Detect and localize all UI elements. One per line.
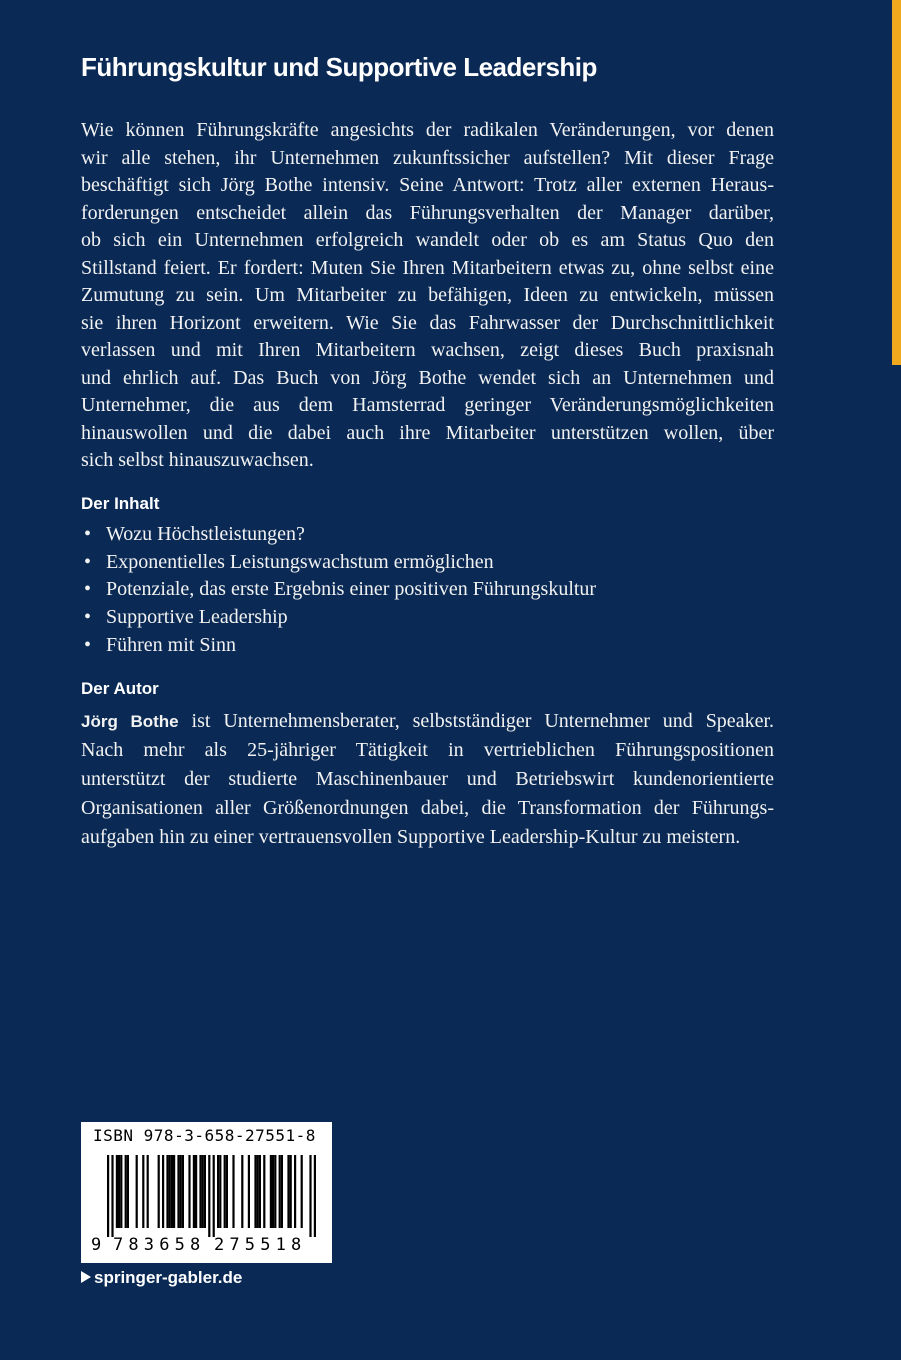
- author-bio-line: aufgaben hin zu einer vertrauensvollen Supportive Leadership-Kultur zu meistern.: [81, 826, 741, 848]
- isbn-label: ISBN 978-3-658-27551-8: [93, 1126, 316, 1145]
- barcode-bar: [309, 1155, 311, 1237]
- contents-item: • Supportive Leadership: [81, 604, 596, 632]
- author-bio-line: unterstützt der studierte Maschinenbauer und Betriebswirt kundenorientierte: [81, 768, 774, 790]
- description-line: verlassen und mit Ihren Mitarbeitern wachsen, zeigt dieses Buch praxisnah: [81, 339, 774, 361]
- spine-accent-stripe: [892, 0, 901, 365]
- barcode-bar: [219, 1155, 221, 1228]
- barcode-bar: [290, 1155, 292, 1228]
- contents-heading: Der Inhalt: [81, 494, 160, 513]
- contents-item: • Führen mit Sinn: [81, 632, 596, 660]
- barcode-digit: 1: [275, 1235, 286, 1255]
- barcode-bar: [224, 1155, 226, 1228]
- barcode-bar: [142, 1155, 144, 1228]
- description-line: forderungen entscheidet allein das Führungsverhalten der Manager darüber,: [81, 201, 774, 224]
- barcode-bar: [182, 1155, 184, 1228]
- barcode-bar: [171, 1155, 173, 1228]
- description-line: hinauswollen und die dabei auch ihre Mitarbeiter unterstützen wollen, über: [81, 421, 774, 444]
- barcode-bar: [193, 1155, 195, 1228]
- author-bio-text: ist Unternehmensberater, selbstständiger Unternehmer und Speaker.: [178, 710, 774, 732]
- barcode-bar: [213, 1155, 215, 1237]
- author-bio-line: Organisationen aller Größenordnungen dabei, die Transformation der Führungs-: [81, 797, 774, 819]
- barcode-bar: [107, 1155, 109, 1237]
- barcode-bar: [287, 1155, 289, 1228]
- barcode-digit: 6: [159, 1235, 170, 1255]
- description-text: [81, 117, 774, 475]
- barcode-bar: [301, 1155, 303, 1228]
- barcode-bar: [118, 1155, 120, 1228]
- website-text: springer-gabler.de: [94, 1268, 243, 1287]
- barcode-bar: [173, 1155, 175, 1228]
- barcode-bar: [204, 1155, 206, 1228]
- barcode-bar: [263, 1155, 265, 1228]
- author-bio-line: [81, 707, 774, 736]
- barcode-bar: [136, 1155, 138, 1228]
- description-line: ob sich ein Unternehmen erfolgreich wandelt oder ob es am Status Quo den: [81, 229, 774, 251]
- description-line: Stillstand feiert. Er fordert: Muten Sie Ihren Mitarbeitern etwas zu, ohne selbst eine: [81, 256, 774, 279]
- barcode-bar: [120, 1155, 122, 1228]
- barcode-bar: [111, 1155, 113, 1237]
- description-line: wir alle stehen, ihr Unternehmen zukunftssicher aufstellen? Mit dieser Frage: [81, 146, 774, 169]
- barcode-bar: [294, 1155, 296, 1228]
- barcode-bar: [202, 1155, 204, 1228]
- publisher-website[interactable]: [81, 1268, 242, 1288]
- barcode-bar: [274, 1155, 276, 1228]
- barcode-digit: 7: [113, 1235, 124, 1255]
- right-triangle-arrow-icon: [81, 1271, 91, 1283]
- barcode-bar: [116, 1155, 118, 1228]
- barcode-bar: [241, 1155, 243, 1228]
- barcode-bar: [158, 1155, 160, 1228]
- barcode-digit: 5: [260, 1235, 271, 1255]
- barcode-bar: [257, 1155, 259, 1228]
- author-bio: [81, 707, 774, 852]
- barcode-bar: [180, 1155, 182, 1228]
- description-line: sie ihren Horizont erweitern. Wie Sie das Fahrwasser der Durchschnittlichkeit: [81, 311, 774, 334]
- barcode-bar: [147, 1155, 149, 1228]
- description-line: und ehrlich auf. Das Buch von Jörg Bothe wendet sich an Unternehmen und: [81, 366, 774, 389]
- barcode-bar: [169, 1155, 171, 1228]
- book-title: Führungskultur und Supportive Leadership: [81, 52, 597, 82]
- isbn-barcode: [81, 1122, 332, 1263]
- description-line: Wie können Führungskräfte angesichts der radikalen Veränderungen, vor denen: [81, 119, 774, 141]
- barcode-digit: 8: [190, 1235, 201, 1255]
- barcode-bar: [162, 1155, 164, 1228]
- barcode-bar: [314, 1155, 316, 1237]
- barcode-bar: [166, 1155, 168, 1228]
- barcode-digit: 8: [291, 1235, 302, 1255]
- barcode-bar: [226, 1155, 228, 1228]
- contents-item: • Exponentielles Leistungswachstum ermöglichen: [81, 549, 596, 577]
- barcode-bar: [254, 1155, 256, 1228]
- barcode-bar: [232, 1155, 234, 1228]
- barcode-bar: [195, 1155, 197, 1228]
- barcode-digit: 8: [128, 1235, 139, 1255]
- barcode-bar: [208, 1155, 210, 1237]
- author-heading: Der Autor: [81, 679, 159, 698]
- barcode-digit: 9: [91, 1235, 102, 1255]
- barcode-digit: 5: [244, 1235, 256, 1255]
- author-name: Jörg Bothe: [81, 712, 179, 731]
- barcode-bar: [281, 1155, 283, 1228]
- contents-list: [81, 521, 596, 660]
- barcode-bar: [272, 1155, 274, 1228]
- contents-item: • Wozu Höchstleistungen?: [81, 521, 596, 549]
- barcode-bar: [279, 1155, 281, 1228]
- barcode-bar: [248, 1155, 250, 1228]
- barcode-bar: [177, 1155, 179, 1228]
- barcode-bar: [188, 1155, 190, 1228]
- barcode-bar: [127, 1155, 129, 1228]
- barcode-digit: 3: [143, 1235, 155, 1255]
- barcode-bar: [217, 1155, 219, 1228]
- barcode-bar: [125, 1155, 127, 1228]
- description-line: Unternehmer, die aus dem Hamsterrad geringer Veränderungsmöglichkeiten: [81, 394, 774, 416]
- barcode-bar: [270, 1155, 272, 1228]
- barcode-digit: 7: [229, 1235, 240, 1255]
- barcode-digit: 5: [174, 1235, 185, 1255]
- description-line: sich selbst hinauszuwachsen.: [81, 449, 314, 471]
- description-line: Zumutung zu sein. Um Mitarbeiter zu befähigen, Ideen zu entwickeln, müssen: [81, 284, 774, 306]
- barcode-bar: [199, 1155, 201, 1228]
- description-line: beschäftigt sich Jörg Bothe intensiv. Seine Antwort: Trotz aller externen Heraus-: [81, 174, 774, 196]
- barcode-digit: 2: [214, 1235, 225, 1255]
- barcode-bar: [259, 1155, 261, 1228]
- contents-item: • Potenziale, das erste Ergebnis einer positiven Führungskultur: [81, 576, 596, 604]
- author-bio-line: Nach mehr als 25-jähriger Tätigkeit in vertrieblichen Führungspositionen: [81, 739, 774, 761]
